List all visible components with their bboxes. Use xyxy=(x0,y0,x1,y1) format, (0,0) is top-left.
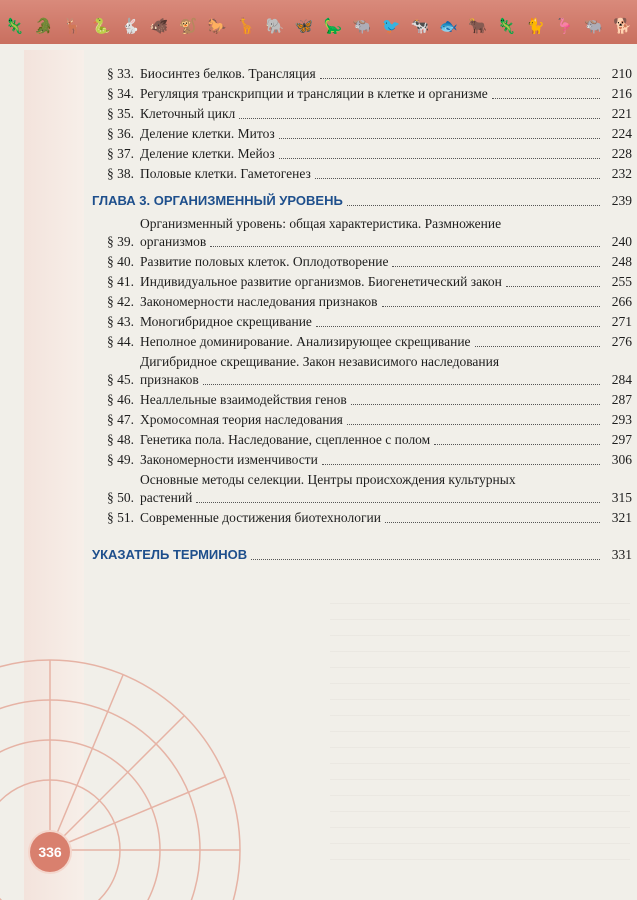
entry-title-line: Деление клетки. Мейоз xyxy=(140,146,275,161)
entry-title xyxy=(140,273,632,291)
entry-title-line: Моногибридное скрещивание xyxy=(140,314,312,329)
section-number: § 48. xyxy=(107,432,134,447)
page-reference: 266 xyxy=(611,294,632,309)
page-reference: 216 xyxy=(611,86,632,101)
dot-leader xyxy=(315,178,600,179)
entry-title-line: Генетика пола. Наследование, сцепленное с полом xyxy=(140,432,431,447)
dot-leader xyxy=(506,286,600,287)
page-reference: 271 xyxy=(611,314,632,329)
entry-title xyxy=(140,333,632,351)
entry-title xyxy=(140,353,632,389)
animal-icon: 🐊 xyxy=(34,17,53,35)
entry-title-line: Современные достижения биотехнологии xyxy=(140,510,381,525)
dot-leader xyxy=(203,384,600,385)
animal-icon: 🦋 xyxy=(294,17,314,35)
section-number: § 37. xyxy=(107,146,134,161)
dot-leader xyxy=(251,559,600,560)
entry-title-line: Половые клетки. Гаметогенез xyxy=(140,166,311,181)
entry-title-line: Организменный уровень: общая характеристика. Размножение xyxy=(140,216,502,231)
page-reference: 315 xyxy=(611,490,632,505)
page-reference: 248 xyxy=(611,254,632,269)
section-number: § 33. xyxy=(107,66,134,81)
entry-title-line: Хромосомная теория наследования xyxy=(140,412,343,427)
entry-title-line: Неполное доминирование. Анализирующее скрещивание xyxy=(140,334,471,349)
section-number: § 49. xyxy=(107,452,134,467)
page-reference: 331 xyxy=(611,547,632,562)
animal-icon: 🐎 xyxy=(207,17,227,35)
entry-title xyxy=(140,509,632,527)
animal-icon: 🐕 xyxy=(613,17,632,35)
dot-leader xyxy=(322,464,600,465)
entry-title-line: организмов xyxy=(140,234,207,249)
animal-icon: 🦌 xyxy=(63,17,82,35)
section-number: § 46. xyxy=(107,392,134,407)
page-reference: 306 xyxy=(611,452,632,467)
entry-title xyxy=(140,471,632,507)
table-of-contents xyxy=(92,64,632,568)
entry-title xyxy=(140,313,632,331)
toc-entry xyxy=(92,332,632,352)
toc-entry xyxy=(92,164,632,184)
animal-icon: 🦎 xyxy=(5,17,24,35)
animal-icon: 🐗 xyxy=(149,17,169,35)
section-number: § 42. xyxy=(107,294,134,309)
section-number: § 40. xyxy=(107,254,134,269)
dot-leader xyxy=(382,306,600,307)
page-reference: 240 xyxy=(611,234,632,249)
animal-icon: 🐃 xyxy=(584,17,603,35)
entry-title-line: растений xyxy=(140,490,193,505)
dot-leader xyxy=(434,444,600,445)
page-number-badge: 336 xyxy=(30,832,70,872)
animal-icon: 🐟 xyxy=(439,17,459,35)
entry-title xyxy=(140,215,632,251)
animal-icon: 🐈 xyxy=(526,17,545,35)
toc-entry xyxy=(92,84,632,104)
entry-title-line: Закономерности наследования признаков xyxy=(140,294,378,309)
entry-title-line: Неаллельные взаимодействия генов xyxy=(140,392,347,407)
show-through-texture xyxy=(330,600,630,860)
toc-entry xyxy=(92,470,632,508)
animal-icon: 🐒 xyxy=(178,17,198,35)
dot-leader xyxy=(210,246,600,247)
section-number: § 39. xyxy=(107,234,134,249)
animal-icon: 🦩 xyxy=(555,17,574,35)
section-number: § 36. xyxy=(107,126,134,141)
animal-icon: 🐇 xyxy=(120,17,140,35)
page-reference: 255 xyxy=(611,274,632,289)
entry-title xyxy=(140,431,632,449)
section-number: § 38. xyxy=(107,166,134,181)
entry-title-line: Развитие половых клеток. Оплодотворение xyxy=(140,254,389,269)
entry-title-line: Основные методы селекции. Центры происхождения культурных xyxy=(140,472,516,487)
page-reference: 287 xyxy=(611,392,632,407)
entry-title-line: признаков xyxy=(140,372,199,387)
section-number: § 50. xyxy=(107,490,134,505)
index-heading-title: УКАЗАТЕЛЬ ТЕРМИНОВ xyxy=(92,547,248,562)
toc-entry xyxy=(92,390,632,410)
index-heading xyxy=(92,546,632,564)
toc-entry xyxy=(92,64,632,84)
dot-leader xyxy=(475,346,600,347)
dot-leader xyxy=(392,266,600,267)
toc-entry xyxy=(92,272,632,292)
entry-title xyxy=(140,125,632,143)
page-reference: 297 xyxy=(611,432,632,447)
entry-title-line: Регуляция транскрипции и трансляции в клетке и организме xyxy=(140,86,488,101)
toc-entry xyxy=(92,124,632,144)
entry-title xyxy=(140,65,632,83)
animal-icon: 🐦 xyxy=(381,17,401,35)
toc-entry xyxy=(92,352,632,390)
entry-title xyxy=(140,253,632,271)
entry-title-line: Биосинтез белков. Трансляция xyxy=(140,66,316,81)
entry-title xyxy=(140,165,632,183)
section-number: § 35. xyxy=(107,106,134,121)
toc-entry xyxy=(92,450,632,470)
section-number: § 41. xyxy=(107,274,134,289)
section-number: § 43. xyxy=(107,314,134,329)
animal-icon: 🐘 xyxy=(265,17,285,35)
chapter-heading-title: ГЛАВА 3. ОРГАНИЗМЕННЫЙ УРОВЕНЬ xyxy=(92,193,343,208)
entry-title-line: Деление клетки. Митоз xyxy=(140,126,275,141)
entry-title-line: Клеточный цикл xyxy=(140,106,236,121)
entry-title xyxy=(140,145,632,163)
page-reference: 232 xyxy=(611,166,632,181)
toc-entry xyxy=(92,144,632,164)
page-reference: 228 xyxy=(611,146,632,161)
animal-icon: 🦎 xyxy=(497,17,517,35)
animal-icon: 🦕 xyxy=(323,17,343,35)
animal-silhouettes-decoration xyxy=(0,15,637,37)
dot-leader xyxy=(347,205,600,206)
toc-entry xyxy=(92,410,632,430)
page-reference: 293 xyxy=(611,412,632,427)
dot-leader xyxy=(347,424,600,425)
entry-title-line: Индивидуальное развитие организмов. Биогенетический закон xyxy=(140,274,502,289)
entry-title xyxy=(140,411,632,429)
dot-leader xyxy=(279,138,600,139)
entry-title xyxy=(140,105,632,123)
page-reference: 321 xyxy=(611,510,632,525)
animal-icon: 🐄 xyxy=(410,17,430,35)
dot-leader xyxy=(239,118,600,119)
toc-entry xyxy=(92,508,632,528)
dot-leader xyxy=(316,326,600,327)
animal-icon: 🐃 xyxy=(352,17,372,35)
entry-title xyxy=(140,451,632,469)
page-reference: 276 xyxy=(611,334,632,349)
toc-entry xyxy=(92,292,632,312)
dot-leader xyxy=(196,502,600,503)
animal-icon: 🐍 xyxy=(91,17,111,35)
dot-leader xyxy=(351,404,600,405)
dot-leader xyxy=(492,98,600,99)
dot-leader xyxy=(279,158,600,159)
entry-title xyxy=(140,293,632,311)
entry-title-line: Дигибридное скрещивание. Закон независимого наследования xyxy=(140,354,500,369)
section-number: § 51. xyxy=(107,510,134,525)
animal-icon: 🦒 xyxy=(236,17,256,35)
section-number: § 47. xyxy=(107,412,134,427)
page-reference: 210 xyxy=(611,66,632,81)
dot-leader xyxy=(385,522,600,523)
chapter-heading xyxy=(92,192,632,210)
toc-entry xyxy=(92,312,632,332)
section-number: § 45. xyxy=(107,372,134,387)
toc-entry xyxy=(92,430,632,450)
entry-title xyxy=(140,85,632,103)
page-reference: 224 xyxy=(611,126,632,141)
section-number: § 44. xyxy=(107,334,134,349)
animal-icon: 🐂 xyxy=(468,17,488,35)
section-number: § 34. xyxy=(107,86,134,101)
page-reference: 239 xyxy=(611,193,632,208)
page-reference: 284 xyxy=(611,372,632,387)
page-reference: 221 xyxy=(611,106,632,121)
entry-title-line: Закономерности изменчивости xyxy=(140,452,318,467)
entry-title xyxy=(140,391,632,409)
toc-entry xyxy=(92,214,632,252)
dot-leader xyxy=(320,78,600,79)
toc-entry xyxy=(92,252,632,272)
toc-entry xyxy=(92,104,632,124)
